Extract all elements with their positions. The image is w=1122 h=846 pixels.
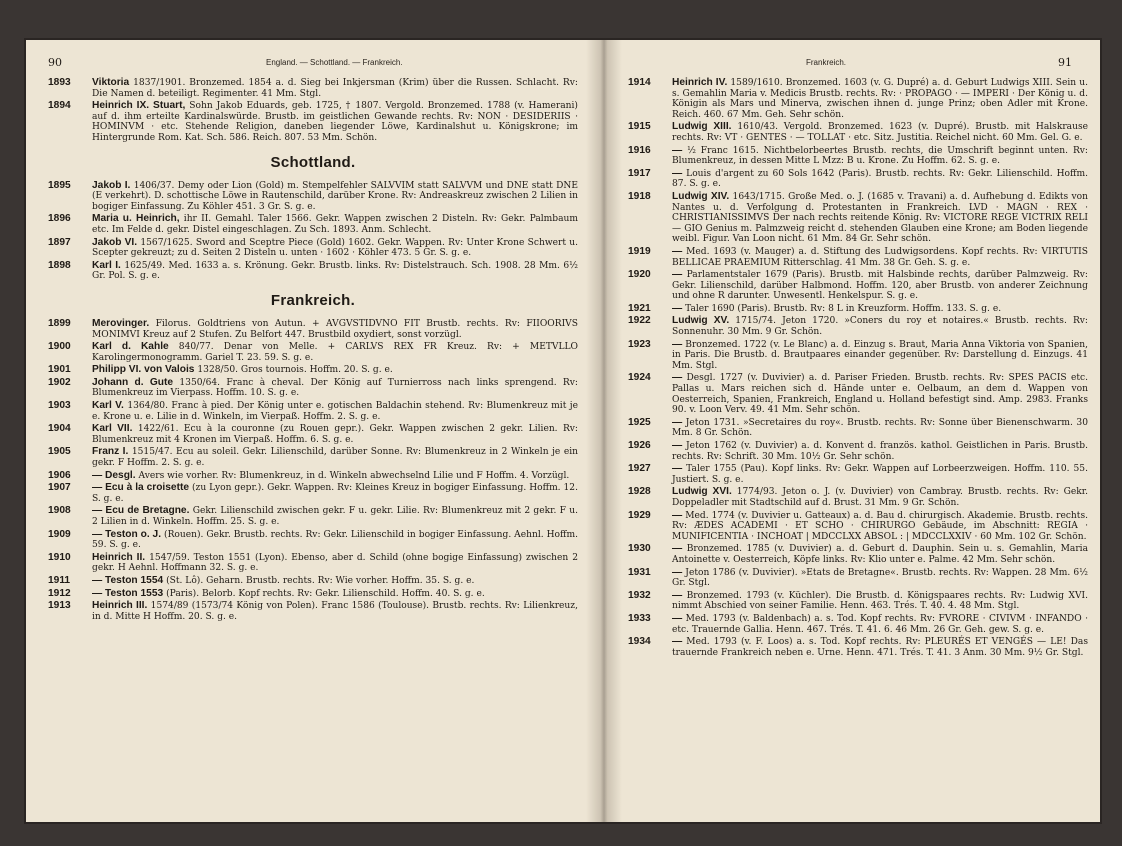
book-spread (26, 40, 1100, 822)
right-page (600, 40, 1100, 822)
entry-name: — (672, 416, 683, 428)
catalog-entry (628, 169, 1088, 190)
lot-number: 1932 (628, 589, 651, 601)
entry-description: Med. 1793 (v. Baldenbach) a. s. Tod. Kopf rechts. Rv: FVRORE · CIVIVM · INFANDO · etc. Trauernde Gallia. Henn. 467. Trés. T. 41. 6. 46 Mm. 26 Gr. Geh. gew. S. g. e. (672, 613, 1088, 635)
catalog-entry (48, 181, 578, 213)
entry-name: — (672, 302, 683, 314)
catalog-entry (48, 576, 578, 587)
lot-number: 1921 (628, 302, 651, 314)
left-page (26, 40, 600, 822)
entry-name: Heinrich II. (92, 551, 146, 563)
catalog-entry (628, 122, 1088, 143)
entry-name: — (672, 167, 683, 179)
lot-number: 1923 (628, 338, 651, 350)
entry-name: — (672, 543, 683, 555)
entry-description: Med. 1774 (v. Duvivier u. Gatteaux) a. d. Bau d. chirurgisch. Akademie. Brustb. rechts. Rv: ÆDES ACADEMI · ET SCHO · CHIRURGO Gebäude, im Abschnitt: REGIA · MUNIFICENTIA · INCHOAT | MDCCLXX ABSOL : | MDCCLXXIV · 60 Mm. 102 Gr. Schön. (672, 510, 1088, 542)
catalog-entry (48, 101, 578, 143)
lot-number: 1913 (48, 600, 71, 612)
lot-number: 1917 (628, 167, 651, 179)
group-schottland (48, 181, 578, 282)
lot-number: 1926 (628, 440, 651, 451)
group-frankreich-left (48, 319, 578, 622)
catalog-entry (48, 483, 578, 504)
lot-number: 1901 (48, 364, 71, 376)
catalog-entry (628, 568, 1088, 589)
entry-description: Bronzemed. 1793 (v. Küchler). Die Brustb. d. Königspaares rechts. Rv: Ludwig XVI. nimmt Abschied von seiner Familie. Henn. 463. Trés. T. 40. 4. 48 Mm. Stgl. (672, 590, 1088, 612)
entry-name: Karl d. Kahle (92, 341, 169, 353)
lot-number: 1893 (48, 77, 71, 88)
catalog-entry (628, 511, 1088, 543)
entry-description: (Rouen). Gekr. Brustb. rechts. Rv: Gekr. Lilienschild in bogiger Einfassung. Aehnl. Hoffm. 59. S. g. e. (92, 529, 578, 551)
lot-number: 1929 (628, 509, 651, 521)
entry-name: — Desgl. (92, 469, 136, 481)
lot-number: 1896 (48, 213, 71, 225)
entry-description: Med. 1693 (v. Mauger) a. d. Stiftung des Ludwigsordens. Kopf rechts. Rv: VIRTUTIS BELLICAE PRAEMIUM Ritterschlag. 41 Mm. 38 Gr. Geh. S. g. e. (672, 246, 1088, 268)
group-frankreich-right (628, 78, 1088, 658)
lot-number: 1918 (628, 190, 651, 202)
lot-number: 1934 (628, 636, 651, 648)
lot-number: 1899 (48, 317, 71, 329)
entry-description: Bronzemed. 1722 (v. Le Blanc) a. d. Einzug s. Braut, Maria Anna Viktoria von Spanien, in Paris. Die Brustb. d. Brautpaares einander gegenüber. Rv: Darstellung d. Einzugs. 41 Mm. Stgl. (672, 339, 1088, 371)
catalog-entry (628, 316, 1088, 337)
entry-description: Avers wie vorher. Rv: Blumenkreuz, in d. Winkeln abwechselnd Lilie und F Hoffm. 4. Vorzügl. (138, 470, 570, 481)
entry-name: Ludwig XV. (672, 315, 730, 327)
catalog-entry (628, 146, 1088, 167)
entry-description: Jeton 1786 (v. Duvivier). »Etats de Bretagne«. Brustb. rechts. Rv: Wappen. 28 Mm. 6½ Gr. Stgl. (672, 567, 1088, 589)
lot-number: 1910 (48, 551, 71, 563)
lot-number: 1928 (628, 486, 651, 498)
catalog-entry (628, 373, 1088, 415)
lot-number: 1919 (628, 245, 651, 257)
lot-number: 1925 (628, 416, 651, 428)
lot-number: 1927 (628, 463, 651, 475)
lot-number: 1903 (48, 400, 71, 412)
lot-number: 1914 (628, 77, 651, 88)
section-title-frankreich: Frankreich. (270, 291, 356, 309)
catalog-entry (628, 464, 1088, 485)
catalog-entry (628, 78, 1088, 120)
entry-name: Viktoria (92, 77, 130, 88)
entry-description: Parlamentstaler 1679 (Paris). Brustb. mit Halsbinde rechts, darüber Palmzweig. Rv: Gekr. Lilienschild, darüber Halbmond. Hoffm. 120, aber Brustb. von anderer Zeichnung und ohne R darunter. Unwesentl. Henkelspur. S. g. e. (672, 270, 1088, 302)
lot-number: 1898 (48, 259, 71, 271)
entry-name: — Teston o. J. (92, 528, 162, 540)
entry-description: 1350/64. Franc à cheval. Der König auf Turnierross nach links sprengend. Rv: Blumenkreuz im Vierpass. Hoffm. 10. S. g. e. (92, 377, 578, 399)
catalog-entry (628, 591, 1088, 612)
entry-description: Jeton 1731. »Secretaires du roy«. Brustb. rechts. Rv: Sonne über Bienenschwarm. 30 Mm. 8 Gr. Schön. (672, 417, 1088, 439)
lot-number: 1924 (628, 372, 651, 384)
lot-number: 1931 (628, 566, 651, 578)
right-content (628, 78, 1088, 660)
catalog-entry (628, 247, 1088, 268)
lot-number: 1916 (628, 144, 651, 156)
entry-description: 1774/93. Jeton o. J. (v. Duvivier) von Cambray. Brustb. rechts. Rv: Gekr. Doppeladler mit Stadtschild auf d. Brust. 31 Mm. 9 Gr. Schön. (672, 487, 1088, 508)
lot-number: 1907 (48, 482, 71, 494)
page-number-right: 91 (1058, 56, 1072, 69)
catalog-entry (628, 637, 1088, 658)
entry-description: 840/77. Denar von Melle. + CARLVS REX FR Kreuz. Rv: + METVLLO Karolingermonogramm. Gariel T. 23. 59. S. g. e. (92, 342, 578, 363)
catalog-entry (48, 238, 578, 259)
entry-name: — (672, 245, 683, 257)
entry-name: — (672, 440, 683, 451)
lot-number: 1902 (48, 376, 71, 388)
catalog-entry (48, 471, 578, 482)
entry-name: Jakob I. (92, 179, 131, 191)
lot-number: 1905 (48, 446, 71, 458)
catalog-entry (48, 589, 578, 600)
entry-description: Filorus. Goldtriens von Autun. + AVGVSTIDVNO FIT Brustb. rechts. Rv: FIIOORIVS MONIMVI Kreuz auf 2 Stufen. Zu Belfort 447. Brustbild oxydiert, sonst vorzügl. (92, 318, 578, 340)
entry-description: Bronzemed. 1785 (v. Duvivier) a. d. Geburt d. Dauphin. Sein u. s. Gemahlin, Maria Antoinette v. Oesterreich, Köpfe links. Rv: Klio unter e. Palme. 42 Mm. Sehr schön. (672, 544, 1088, 565)
catalog-entry (48, 342, 578, 363)
catalog-entry (48, 447, 578, 468)
lot-number: 1906 (48, 469, 71, 481)
lot-number: 1897 (48, 236, 71, 248)
catalog-entry (48, 78, 578, 99)
lot-number: 1894 (48, 100, 71, 112)
catalog-entry (48, 214, 578, 235)
entry-description: Med. 1793 (v. F. Loos) a. s. Tod. Kopf rechts. Rv: PLEURÉS ET VENGÉS — LE! Das trauernde Frankreich neben e. Urne. Henn. 471. Trés. T. 41. 3 Anm. 30 Mm. 9½ Gr. Stgl. (672, 637, 1088, 658)
entry-description: 1643/1715. Große Med. o. J. (1685 v. Travani) a. d. Aufhebung d. Edikts von Nantes u. d. Verfolgung d. Protestanten in Frankreich. LVD · MAGN · REX · CHRISTIANISSIMVS Der nach rechts reitende König. Rv: VICTORE REGE VICTRIX RELI — GIO Genius m. Palmzweig reicht d. stehenden Glauben eine Krone; am Boden liegende weibl. Figur. Van Loon nicht. 61 Mm. 84 Gr. Sehr schön. (672, 191, 1088, 245)
catalog-entry (628, 614, 1088, 635)
entry-description: Desgl. 1727 (v. Duvivier) a. d. Pariser Frieden. Brustb. rechts. Rv: SPES PACIS etc. Pallas u. Mars reichen sich d. Hände unter e. Oelbaum, an dem d. Wappen von Oesterreich, Spanien, Frankreich, England u. Holland befestigt sind. Amp. 2983. Franks 90. v. Loon Verv. 49. 41 Mm. Sehr schön. (672, 373, 1088, 416)
entry-name: — (672, 144, 683, 156)
catalog-entry (628, 418, 1088, 439)
catalog-entry (48, 506, 578, 527)
entry-name: Karl I. (92, 259, 121, 271)
entry-description: 1715/74. Jeton 1720. »Coners du roy et notaires.« Brustb. rechts. Rv: Sonnenuhr. 30 Mm. 9 Gr. Schön. (672, 316, 1088, 338)
entry-name: Heinrich IX. Stuart, (92, 100, 186, 112)
entry-name: Franz I. (92, 446, 129, 458)
entry-description: Jeton 1762 (v. Duvivier) a. d. Konvent d. französ. kathol. Geistlichen in Paris. Brustb. rechts. Rv: Schrift. 30 Mm. 10½ Gr. Sehr schön. (672, 441, 1088, 462)
catalog-entry (628, 544, 1088, 565)
entry-name: Jakob VI. (92, 236, 138, 248)
entry-name: — Ecu à la croisette (92, 482, 190, 494)
entry-description: 1547/59. Teston 1551 (Lyon). Ebenso, aber d. Schild (ohne bogige Einfassung) zwischen 2 gekr. H Aehnl. Hoffmann 32. S. g. e. (92, 552, 578, 574)
running-header-right: Frankreich. (806, 58, 847, 67)
entry-name: Ludwig XIV. (672, 190, 730, 202)
catalog-entry (628, 270, 1088, 302)
entry-name: — Teston 1553 (92, 587, 164, 599)
lot-number: 1908 (48, 505, 71, 517)
entry-description: Louis d'argent zu 60 Sols 1642 (Paris). Brustb. rechts. Rv: Gekr. Lilienschild. Hoffm. 87. S. g. e. (672, 168, 1088, 190)
entry-description: 1589/1610. Bronzemed. 1603 (v. G. Dupré) a. d. Geburt Ludwigs XIII. Sein u. s. Gemahlin Maria v. Medicis Brustb. rechts. Rv: · PROPAGO · — IMPERI · Der König u. d. Königin als Mars und Minerva, zwischen ihnen d. junge Prinz; oben Adler mit Krone. Reich. 460. 67 Mm. Geh. Sehr schön. (672, 78, 1088, 120)
lot-number: 1920 (628, 269, 651, 281)
entry-name: — Teston 1554 (92, 574, 164, 586)
entry-name: — (672, 612, 683, 624)
entry-description: 1364/80. Franc à pied. Der König unter e. gotischen Baldachin stehend. Rv: Blumenkreuz mit je e. Krone u. e. Lilie in d. Winkeln, im Vierpaß. Hoffm. 2. S. g. e. (92, 401, 578, 422)
entry-description: 1837/1901. Bronzemed. 1854 a. d. Sieg bei Inkjersman (Krim) über die Russen. Schlacht. Rv: Die Namen d. beteiligt. Regimenter. 41 Mm. Stgl. (92, 78, 578, 99)
catalog-entry (48, 553, 578, 574)
entry-description: 1406/37. Demy oder Lion (Gold) m. Stempelfehler SALVVIM statt SALVVM und DNE statt DNE (E verkehrt). D. schottische Löwe in Rautenschild, darüber Krone. Rv: Andreaskreuz zwischen 2 Lilien in bogiger Einfassung. Zu Köhler 451. 3 Gr. S. g. e. (92, 180, 578, 212)
entry-name: — (672, 509, 683, 521)
entry-name: Philipp VI. von Valois (92, 364, 195, 376)
lot-number: 1912 (48, 587, 71, 599)
entry-description: 1515/47. Ecu au soleil. Gekr. Lilienschild, darüber Sonne. Rv: Blumenkreuz in 2 Winkeln je ein gekr. F Hoffm. 2. S. g. e. (92, 447, 578, 469)
entry-name: Ludwig XIII. (672, 121, 732, 133)
catalog-entry (48, 319, 578, 340)
entry-name: — (672, 589, 683, 601)
entry-description: 1422/61. Ecu à la couronne (zu Rouen gepr.). Gekr. Wappen zwischen 2 gekr. Lilien. Rv: Blumenkreuz mit 4 Kronen im Vierpaß. Hoffm. 6. S. g. e. (92, 424, 578, 445)
catalog-entry (48, 261, 578, 282)
entry-description: 1574/89 (1573/74 König von Polen). Franc 1586 (Toulouse). Brustb. rechts. Rv: Lilienkreuz, in d. Mitte H Hoffm. 20. S. g. e. (92, 601, 578, 622)
entry-name: — (672, 566, 683, 578)
lot-number: 1909 (48, 528, 71, 540)
lot-number: 1933 (628, 612, 651, 624)
entry-name: — (672, 463, 683, 475)
entry-name: Heinrich IV. (672, 77, 728, 88)
lot-number: 1900 (48, 341, 71, 353)
entry-description: Gekr. Lilienschild zwischen gekr. F u. gekr. Lilie. Rv: Blumenkreuz mit 2 gekr. F u. 2 Lilien in d. Winkeln. Hoffm. 25. S. g. e. (92, 506, 578, 527)
catalog-entry (628, 192, 1088, 245)
entry-name: Heinrich III. (92, 600, 148, 612)
entry-description: ½ Franc 1615. Nichtbelorbeertes Brustb. rechts, die Umschrift beginnt unten. Rv: Blumenkreuz, in dessen Mitte L Mzz: B u. Krone. Zu Hoffm. 62. S. g. e. (672, 145, 1088, 167)
entry-description: Taler 1755 (Pau). Kopf links. Rv: Gekr. Wappen auf Lorbeerzweigen. Hoffm. 110. 55. Justiert. S. g. e. (672, 464, 1088, 485)
entry-description: 1610/43. Vergold. Bronzemed. 1623 (v. Dupré). Brustb. mit Halskrause rechts. Rv: VT · GENTES · — TOLLAT · etc. Sitz. Justitia. Reichel nicht. 60 Mm. Gel. G. e. (672, 122, 1089, 143)
entry-name: Ludwig XVI. (672, 486, 732, 498)
entry-name: Karl V. (92, 400, 124, 412)
entry-name: — (672, 338, 683, 350)
entry-name: — (672, 269, 683, 281)
left-content (48, 78, 578, 624)
entry-name: — (672, 636, 683, 648)
entry-description: (zu Lyon gepr.). Gekr. Wappen. Rv: Kleines Kreuz in bogiger Einfassung. Hoffm. 12. S. g. e. (92, 483, 578, 504)
lot-number: 1911 (48, 574, 71, 586)
entry-name: — Ecu de Bretagne. (92, 505, 190, 517)
entry-description: Taler 1690 (Paris). Brustb. Rv: 8 L in Kreuzform. Hoffm. 133. S. g. e. (685, 303, 1002, 314)
catalog-entry (48, 601, 578, 622)
entry-description: (St. Lô). Geharn. Brustb. rechts. Rv: Wie vorher. Hoffm. 35. S. g. e. (166, 575, 475, 586)
lot-number: 1895 (48, 179, 71, 191)
running-header-left: England. — Schottland. — Frankreich. (266, 58, 403, 67)
entry-description: ihr II. Gemahl. Taler 1566. Gekr. Wappen zwischen 2 Disteln. Rv: Gekr. Palmbaum etc. Im Felde d. gekr. Distel eingeschlagen. Zu Sch. 1893. Anm. Schlecht. (92, 214, 579, 235)
lot-number: 1904 (48, 423, 71, 435)
lot-number: 1930 (628, 543, 651, 555)
catalog-entry (48, 378, 578, 399)
entry-description: 1328/50. Gros tournois. Hoffm. 20. S. g. e. (197, 365, 393, 376)
catalog-entry (48, 424, 578, 445)
entry-name: Maria u. Heinrich, (92, 213, 180, 225)
entry-description: Sohn Jakob Eduards, geb. 1725, † 1807. Vergold. Bronzemed. 1788 (v. Hamerani) auf d. ihm erteilte Kardinalswürde. Brustb. im geistlichen Gewande rechts. Rv: NON · DESIDERIIS · HOMINVM · etc. Stehende Religion, daneben liegender Löwe, Kardinalshut u. Königskrone; im Hintergrunde Rom. Kat. Sch. 586. Reich. 807. 53 Mm. Schön. (92, 101, 578, 143)
lot-number: 1922 (628, 315, 651, 327)
catalog-entry (48, 365, 578, 376)
catalog-entry (628, 304, 1088, 315)
lot-number: 1915 (628, 121, 651, 133)
entry-description: 1625/49. Med. 1633 a. s. Krönung. Gekr. Brustb. links. Rv: Distelstrauch. Sch. 1908. 28 Mm. 6½ Gr. Pol. S. g. e. (92, 260, 578, 282)
catalog-entry (628, 487, 1088, 508)
entry-name: Merovinger. (92, 317, 150, 329)
entry-name: Johann d. Gute (92, 376, 174, 388)
entry-description: 1567/1625. Sword and Sceptre Piece (Gold) 1602. Gekr. Wappen. Rv: Unter Krone Schwert u. Scepter gekreuzt; zu d. Seiten 2 Disteln u. unten · 1602 · Köhler 473. 5 Gr. S. g. e. (92, 237, 578, 259)
group-england (48, 78, 578, 144)
page-number-left: 90 (48, 56, 62, 69)
catalog-entry (628, 340, 1088, 372)
entry-name: — (672, 372, 683, 384)
section-title-schottland: Schottland. (270, 153, 356, 171)
entry-description: (Paris). Belorb. Kopf rechts. Rv: Gekr. Lilienschild. Hoffm. 40. S. g. e. (166, 588, 485, 599)
catalog-entry (48, 530, 578, 551)
catalog-entry (48, 401, 578, 422)
catalog-entry (628, 441, 1088, 462)
entry-name: Karl VII. (92, 423, 133, 435)
